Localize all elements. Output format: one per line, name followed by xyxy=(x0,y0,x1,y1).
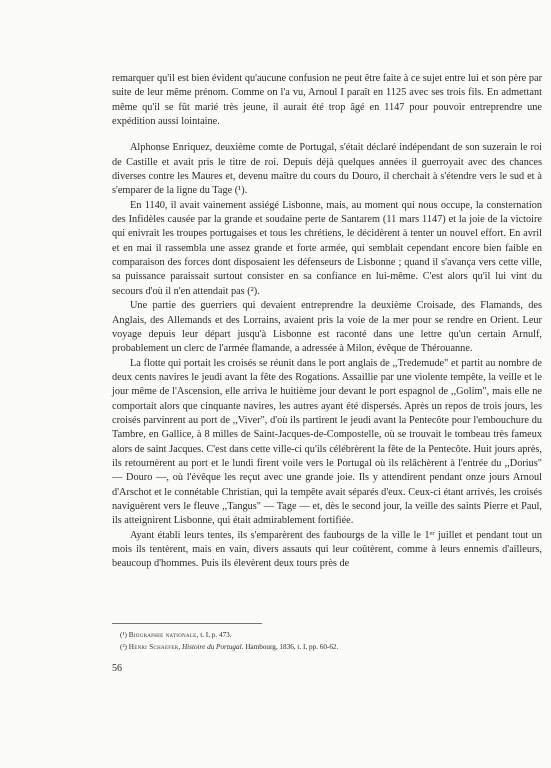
paragraph-1: remarquer qu'il est bien évident qu'aucune confusion ne peut être faite à ce sujet entre lui et son père par suite de leur même prénom. Comme on l'a vu, Arnoul I paraît en 1125 avec ses trois fils. En admettant même qu'il se fût marié très jeune, il aurait été trop âgé en 1147 pour pouvoir entreprendre une expédition aussi lointaine. xyxy=(112,73,542,128)
footnote-2 xyxy=(112,641,542,653)
footnote-1-marker: (¹) xyxy=(120,631,127,639)
footnotes xyxy=(112,623,542,653)
footnote-2-marker: (²) xyxy=(120,643,127,651)
footnote-1 xyxy=(112,629,542,641)
footnote-2-reference: . Hambourg, 1836, t. I, pp. 60-62. xyxy=(241,643,339,651)
paragraph-4: Une partie des guerriers qui devaient entreprendre la deuxième Croisade, des Flamands, des Anglais, des Allemands et des Lorrains, avaient pris la voie de la mer pour se rendre en Orient. Leur voyage depuis leur départ jusqu'à Lisbonne est raconté dans une lettre qu'un certain Arnulf, probablement un clerc de l'armée flamande, a adressée à Milon, évêque de Thérouanne. xyxy=(112,300,542,355)
footnote-2-separator: , xyxy=(178,643,182,651)
footnote-2-author: Henri Schaefer xyxy=(128,643,179,651)
footnote-2-title: Histoire du Portugal xyxy=(181,643,242,651)
paragraph-2: Alphonse Enriquez, deuxième comte de Portugal, s'était déclaré indépendant de son suzerain le roi de Castille et avait pris le titre de roi. Depuis déjà quelques années il guerroyait avec des chances diverses contre les Maures et, devenu maître du cours du Douro, il cherchait à s'étendre vers le sud et à s'emparer de la ligne du Tage (¹). xyxy=(112,142,542,197)
paragraph-5: La flotte qui portait les croisés se réunit dans le port anglais de ,,Tredemude" et partit au nombre de deux cents navires le jeudi avant la fête des Rogations. Assaillie par une violente tempête, la veille et le jour même de l'Ascension, elle arriva le huitième jour devant le port espagnol de ,,Golim", mais elle ne comportait alors que cinquante navires, les autres ayant été dispersés. Après un repos de trois jours, les croisés parvinrent au port de ,,Viver", d'où ils partirent le jeudi avant la Pentecôte pour l'embouchure du Tambre, en Gallice, à 8 milles de Saint-Jacques-de-Compostelle, où se trouvait le tombeau très fameux alors de saint Jacques. C'est dans cette ville-ci qu'ils célébrèrent la fête de la Pentecôte. Huit jours après, ils retournèrent au port et le lundi firent voile vers le Portugal où ils relâchèrent à l'entrée du ,,Dorius" — Douro —, où l'évêque les reçut avec une grande joie. Ils y attendirent pendant onze jours Arnoul d'Arschot et le connétable Christian, qui la tempête avait séparés d'eux. Ceux-ci étant arrivés, les croisés naviguèrent vers le fleuve ,,Tangus" — Tage — et, dès le second jour, la veille des saints Pierre et Paul, ils atteignirent Lisbonne, qui était admirablement fortifiée. xyxy=(112,357,542,527)
footnote-1-reference: , t. I, p. 473. xyxy=(196,631,232,639)
page-number: 56 xyxy=(112,663,122,674)
footnote-rule xyxy=(112,623,262,624)
body-text xyxy=(112,72,542,572)
paragraph-3: En 1140, il avait vainement assiégé Lisbonne, mais, au moment qui nous occupe, la consternation des Infidèles causée par la grande et soudaine perte de Santarem (11 mars 1147) et la joie de la victoire qui enivrait les troupes portugaises et tous les chrétiens, le décidèrent à tenter un nouvel effort. En avril et en mai il rassembla une assez grande et forte armée, qui semblait cependant encore bien faible en comparaison des forces dont disposaient les défenseurs de Lisbonne ; quand il s'avança vers cette ville, sa puissance paraissait surtout consister en sa confiance en lui-même. C'est alors qu'il lui vint du secours d'où il n'en attendait pas (²). xyxy=(112,199,542,297)
footnote-1-source: Biographie nationale xyxy=(128,631,197,639)
paragraph-6: Ayant établi leurs tentes, ils s'emparèrent des faubourgs de la ville le 1ᵉʳ juillet et pendant tout un mois ils tentèrent, mais en vain, divers assauts qui leur coûtèrent, comme à leurs ennemis d'ailleurs, beaucoup d'hommes. Puis ils élevèrent deux tours près de xyxy=(112,529,542,570)
